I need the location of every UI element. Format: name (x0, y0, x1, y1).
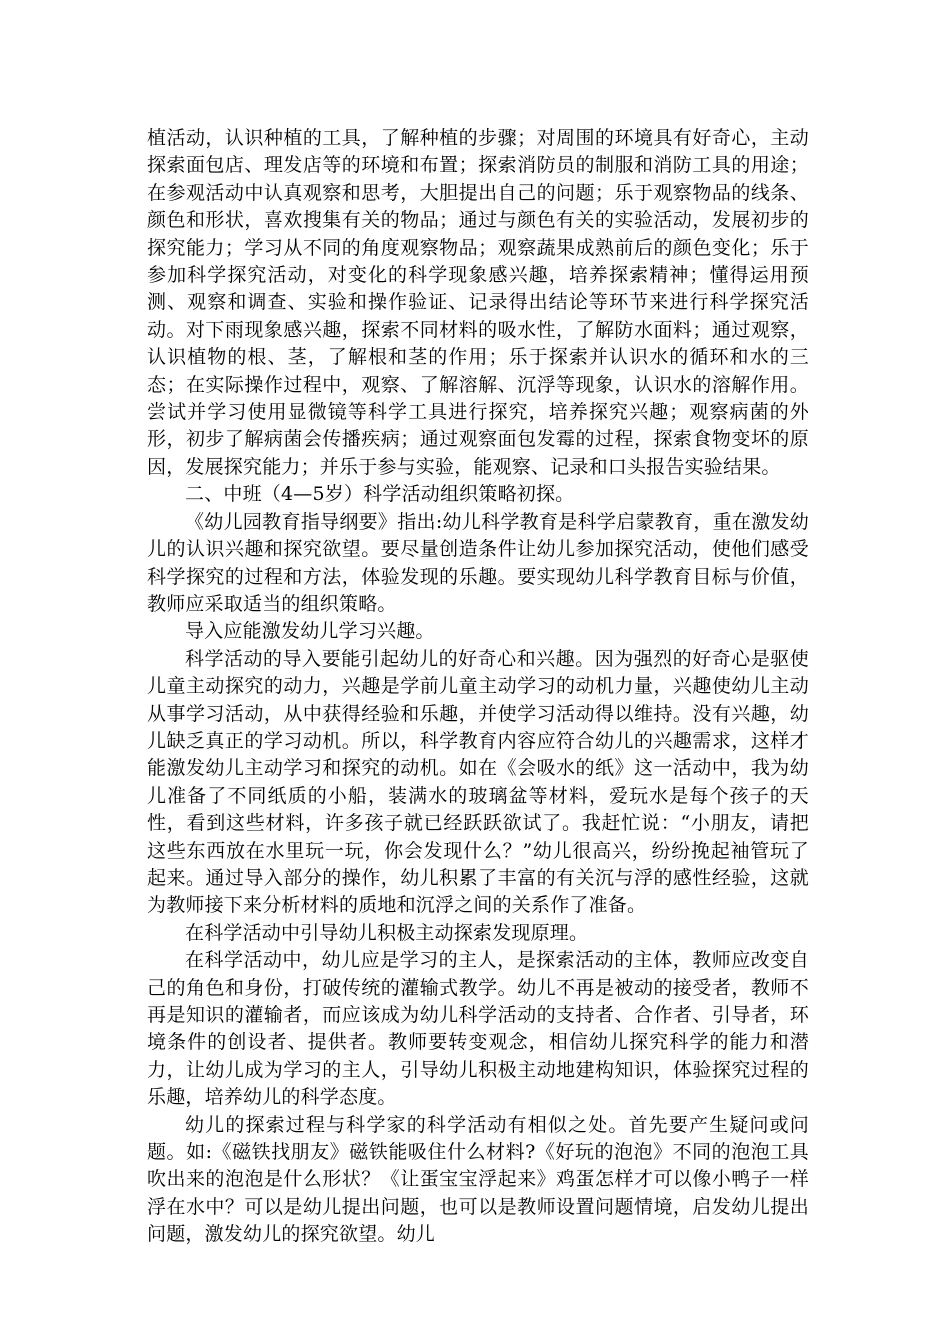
paragraph: 幼儿的探索过程与科学家的科学活动有相似之处。首先要产生疑问或问题。如:《磁铁找朋友》磁铁能吸住什么材料?《好玩的泡泡》不同的泡泡工具吹出来的泡泡是什么形状？《让蛋宝宝浮起来》鸡蛋怎样才可以像小鸭子一样浮在水中？可以是幼儿提出问题，也可以是教师设置问题情境，启发幼儿提出问题，激发幼儿的探究欲望。幼儿 (147, 1113, 809, 1246)
subheading: 在科学活动中引导幼儿积极主动探索发现原理。 (185, 921, 589, 944)
paragraph-continued: 植活动，认识种植的工具，了解种植的步骤；对周围的环境具有好奇心，主动探索面包店、理发店等的环境和布置；探索消防员的制服和消防工具的用途；在参观活动中认真观察和思考，大胆提出自己的问题；乐于观察物品的线条、颜色和形状，喜欢搜集有关的物品；通过与颜色有关的实验活动，发展初步的探究能力；学习从不同的角度观察物品；观察蔬果成熟前后的颜色变化；乐于参加科学探究活动，对变化的科学现象感兴趣，培养探索精神；懂得运用预测、观察和调查、实验和操作验证、记录得出结论等环节来进行科学探究活动。对下雨现象感兴趣，探索不同材料的吸水性，了解防水面料；通过观察，认识植物的根、茎，了解根和茎的作用；乐于探索并认识水的循环和水的三态；在实际操作过程中，观察、了解溶解、沉浮等现象，认识水的溶解作用。尝试并学习使用显微镜等科学工具进行探究，培养探究兴趣；观察病菌的外形，初步了解病菌会传播疾病；通过观察面包发霉的过程，探索食物变坏的原因，发展探究能力；并乐于参与实验，能观察、记录和口头报告实验结果。 (147, 127, 809, 478)
paragraph: 《幼儿园教育指导纲要》指出:幼儿科学教育是科学启蒙教育，重在激发幼儿的认识兴趣和探究欲望。要尽量创造条件让幼儿参加探究活动，使他们感受科学探究的过程和方法，体验发现的乐趣。要实现幼儿科学教育目标与价值，教师应采取适当的组织策略。 (147, 510, 809, 615)
paragraph: 科学活动的导入要能引起幼儿的好奇心和兴趣。因为强烈的好奇心是驱使儿童主动探究的动力，兴趣是学前儿童主动学习的动机力量，兴趣使幼儿主动从事学习活动，从中获得经验和乐趣，并使学习活动得以维持。没有兴趣，幼儿缺乏真正的学习动机。所以，科学教育内容应符合幼儿的兴趣需求，这样才能激发幼儿主动学习和探究的动机。如在《会吸水的纸》这一活动中，我为幼儿准备了不同纸质的小船，装满水的玻璃盆等材料，爱玩水是每个孩子的天性，看到这些材料，许多孩子就已经跃跃欲试了。我赶忙说：“小朋友，请把这些东西放在水里玩一玩，你会发现什么？”幼儿很高兴，纷纷挽起袖管玩了起来。通过导入部分的操作，幼儿积累了丰富的有关沉与浮的感性经验，这就为教师接下来分析材料的质地和沉浮之间的关系作了准备。 (147, 647, 809, 917)
document-body (147, 125, 809, 1249)
subheading: 导入应能激发幼儿学习兴趣。 (185, 620, 435, 643)
paragraph: 在科学活动中，幼儿应是学习的主人，是探索活动的主体，教师应改变自己的角色和身份，打破传统的灌输式教学。幼儿不再是被动的接受者，教师不再是知识的灌输者，而应该成为幼儿科学活动的支持者、合作者、引导者，环境条件的创设者、提供者。教师要转变观念，相信幼儿探究科学的能力和潜力，让幼儿成为学习的主人，引导幼儿积极主动地建构知识，体验探究过程的乐趣，培养幼儿的科学态度。 (147, 949, 809, 1109)
section-heading: 二、中班（4—5岁）科学活动组织策略初探。 (185, 483, 575, 506)
